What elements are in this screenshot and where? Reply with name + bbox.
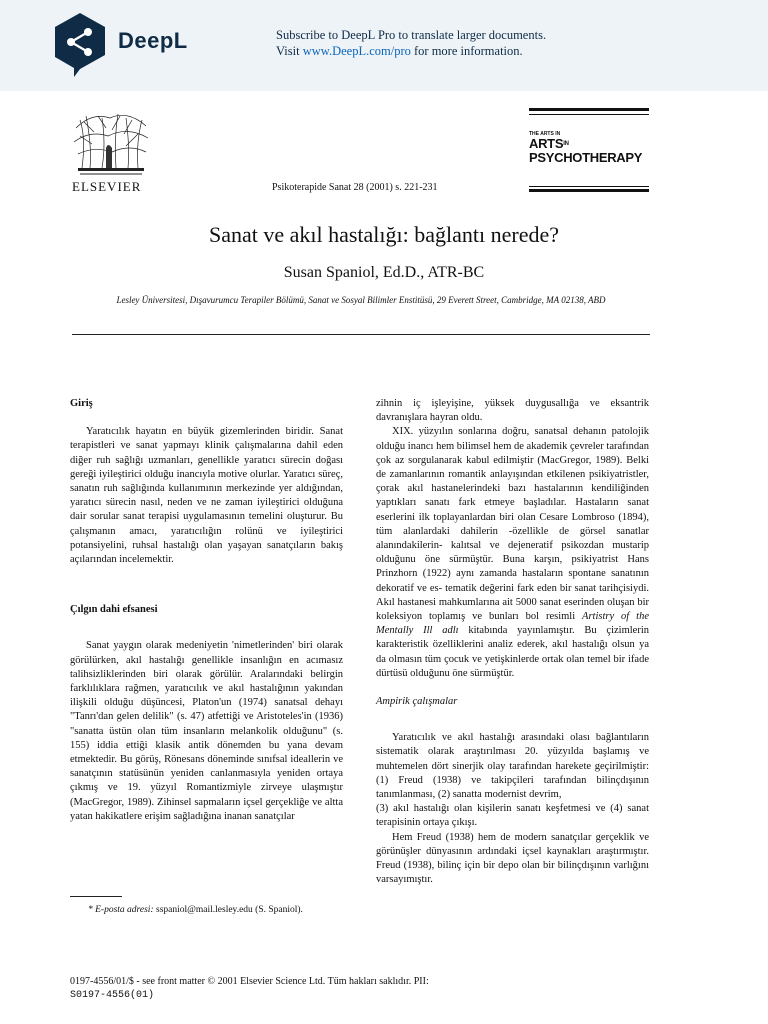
banner-line-2-post: for more information.	[410, 44, 523, 58]
journal-logo-rule-top	[529, 108, 649, 111]
journal-logo	[529, 108, 649, 192]
banner-line-2	[276, 43, 546, 59]
banner-line-2-pre: Visit	[276, 44, 303, 58]
footnote-email: sspaniol@mail.lesley.edu (S. Spaniol).	[153, 905, 303, 915]
deepl-banner	[0, 0, 768, 91]
header-divider	[72, 334, 650, 335]
paragraph-19th-century-b: kitabında yayınlamıştır. Bu çizimlerin karakteristik özelliklerini analiz ederek, akıl hastalığı olsun ya da olmasın tüm çocuk ve yetişkinlerde ortak olan temel bir ifade dürtüsü olduğunu öne sürmüştür.	[376, 625, 649, 679]
section-heading-empirical: Ampirik çalışmalar	[376, 696, 458, 708]
journal-logo-rule-bottom	[529, 189, 649, 192]
section-heading-mad-genius: Çılgın dahi efsanesi	[70, 604, 158, 616]
paragraph-empirical-2: (3) akıl hastalığı olan kişilerin sanatı keşfetmesi ve (4) sanat terapisinin ortaya çıkışı.	[376, 803, 649, 829]
elsevier-tree-logo-icon	[72, 108, 150, 178]
footnote-divider	[70, 896, 122, 897]
paragraph-continued: zihnin iç işleyişine, yüksek duygusallığa ve eksantrik davranışlara hayran oldu.	[376, 398, 649, 424]
paragraph-empirical-3: Hem Freud (1938) hem de modern sanatçılar gerçeklik ve görünüşler dünyasının ardındaki içsel kaynakları araştırmıştır. Freud (1938), bilinç için bir depo olan bir bilinçdışının varlığını varsayımıştır.	[376, 831, 649, 886]
page-footer	[70, 975, 429, 1003]
journal-logo-small-text: THE ARTS IN	[529, 131, 561, 137]
author-affiliation: Lesley Üniversitesi, Dışavurumcu Terapiler Bölümü, Sanat ve Sosyal Bilimler Enstitüsü, 29 Everett Street, Cambridge, MA 02138, ABD	[116, 295, 606, 305]
paragraph-empirical-1: Yaratıcılık ve akıl hastalığı arasındaki olası bağlantıların sistematik olarak araştırılması 20. yüzyılda başlamış ve muhtemelen dört sinerjik olay tarafından harekete geçirilmiştir: (1) Freud (1938) ve takipçileri tarafından bilinçdışının tanımlanması, (2) sanatta modernist devrim,	[376, 732, 649, 801]
deepl-pro-link[interactable]: www.DeepL.com/pro	[302, 44, 411, 58]
journal-logo-word-arts: ARTS	[529, 136, 564, 151]
journal-logo-word-psychotherapy: PSYCHOTHERAPY	[529, 150, 643, 165]
paragraph-mad-genius: Sanat yaygın olarak medeniyetin 'nimetlerinden' biri olarak görülürken, akıl hastalığı genellikle insanlığın en acımasız talihsizliklerinden biri olarak görülür. Aralarındaki belirgin farklılıklara rağmen, yaratıcılık ve akıl hastalığının yakından ilişkili olduğu düşüncesi, Platon'un (1974) sanatsal dehayı "Tanrı'dan gelen delilik" (s. 47) atfettiği ve Aristoteles'in (1936) "sanatta üstün olan tüm insanların melankolik olduğunu" (s. 155) iddia ettiği klasik antik dönemden bu yana devam etmektedir. Bu görüş, Rönesans döneminde sınıfsal ideallerin ve sanatçının statüsünün yeniden canlanmasıyla yeniden ortaya çıkmış ve 19. yüzyıl Romantizmiyle zirveye ulaşmıştır (MacGregor, 1989). Zihinsel sapmaların içsel gerçekliğe ve altta yatan hakikatlere erişim sağladığına inanan sanatçılar	[70, 640, 343, 822]
footer-pii: S0197-4556(01)	[70, 990, 155, 1001]
journal-logo-word-in: IN	[563, 141, 569, 147]
deepl-brand-name: DeepL	[118, 28, 188, 53]
book-title: Artistry of the Mentally Ill adlı	[376, 611, 649, 637]
journal-logo-title	[529, 137, 642, 165]
journal-citation: Psikoterapide Sanat 28 (2001) s. 221-231	[272, 182, 438, 193]
footnote-label: * E-posta adresi:	[88, 905, 154, 915]
publisher-name: ELSEVIER	[72, 179, 142, 194]
left-column	[70, 397, 343, 824]
deepl-logo-icon	[52, 11, 108, 77]
article-author: Susan Spaniol, Ed.D., ATR-BC	[283, 264, 485, 281]
paragraph-19th-century-a: XIX. yüzyılın sonlarına doğru, sanatsal dehanın patolojik olduğu inancı hem bilimsel hem de akademik çevreler tarafından çok az sorgulanarak kabul edilmiştir (MacGregor, 1989). Belki de zamanlarının romantik anlayışından etkilenen psikiyatristler, çorak akıl hastanelerindeki bazı hastalarının kendiliğinden yaptıkları sanatı fark etmeye başladılar. Hastaların sanat eserlerini ilk toplayanlardan biri olan Cesare Lombroso (1894), tüm alanlardaki dahilerin -özellikle de görsel sanatlar alanındakilerin- kalıtsal ve dejeneratif psikozdan mustarip olduğunu öne sürmüştür. Buna karşın, psikiyatrist Hans Prinzhorn (1922) aynı zamanda hastaların spontane sanatının dekoratif ve es- tematik değerini fark eden bir sanat tarihçisiydi. Akıl hastanesi mahkumlarına ait 5000 sanat eserinden oluşan bir koleksiyon toplamış ve bunları bol resimli	[376, 426, 649, 623]
footer-copyright: 0197-4556/01/$ - see front matter © 2001 Elsevier Science Ltd. Tüm hakları saklıdır. PII:	[70, 976, 429, 987]
footnote	[88, 905, 303, 915]
paragraph-19th-century	[376, 425, 649, 681]
section-heading-intro: Giriş	[70, 398, 93, 409]
journal-logo-rule-bottom-thin	[529, 186, 649, 187]
journal-logo-rule-top-thin	[529, 114, 649, 115]
banner-line-1: Subscribe to DeepL Pro to translate larger documents.	[276, 28, 547, 42]
banner-message	[276, 27, 546, 59]
article-title: Sanat ve akıl hastalığı: bağlantı nerede?	[208, 222, 560, 247]
right-column	[376, 397, 649, 888]
paragraph-intro: Yaratıcılık hayatın en büyük gizemlerinden biridir. Sanat terapistleri ve sanat yapmayı klinik çalışmalarına dahil eden diğer ruh sağlığı uzmanları, genellikle yaratıcı sürecin doğası gereği iyileştirici olduğu inancıyla motive olurlar. Yaratıcı süreç, sanatın ruh sağlığında kullanımının merkezinde yer aldığından, yaratıcı sürecin nasıl, neden ve ne zaman iyileştirici olduğuna dair sorular sanat terapisi uygulamasının temelini oluşturur. Bu çalışmanın amacı, yaratıcılığın rolünü ve iyileştirici potansiyelini, ruhsal hastalığı olan yaşayan sanatçıların bakış açılarından incelemektir.	[70, 426, 343, 566]
